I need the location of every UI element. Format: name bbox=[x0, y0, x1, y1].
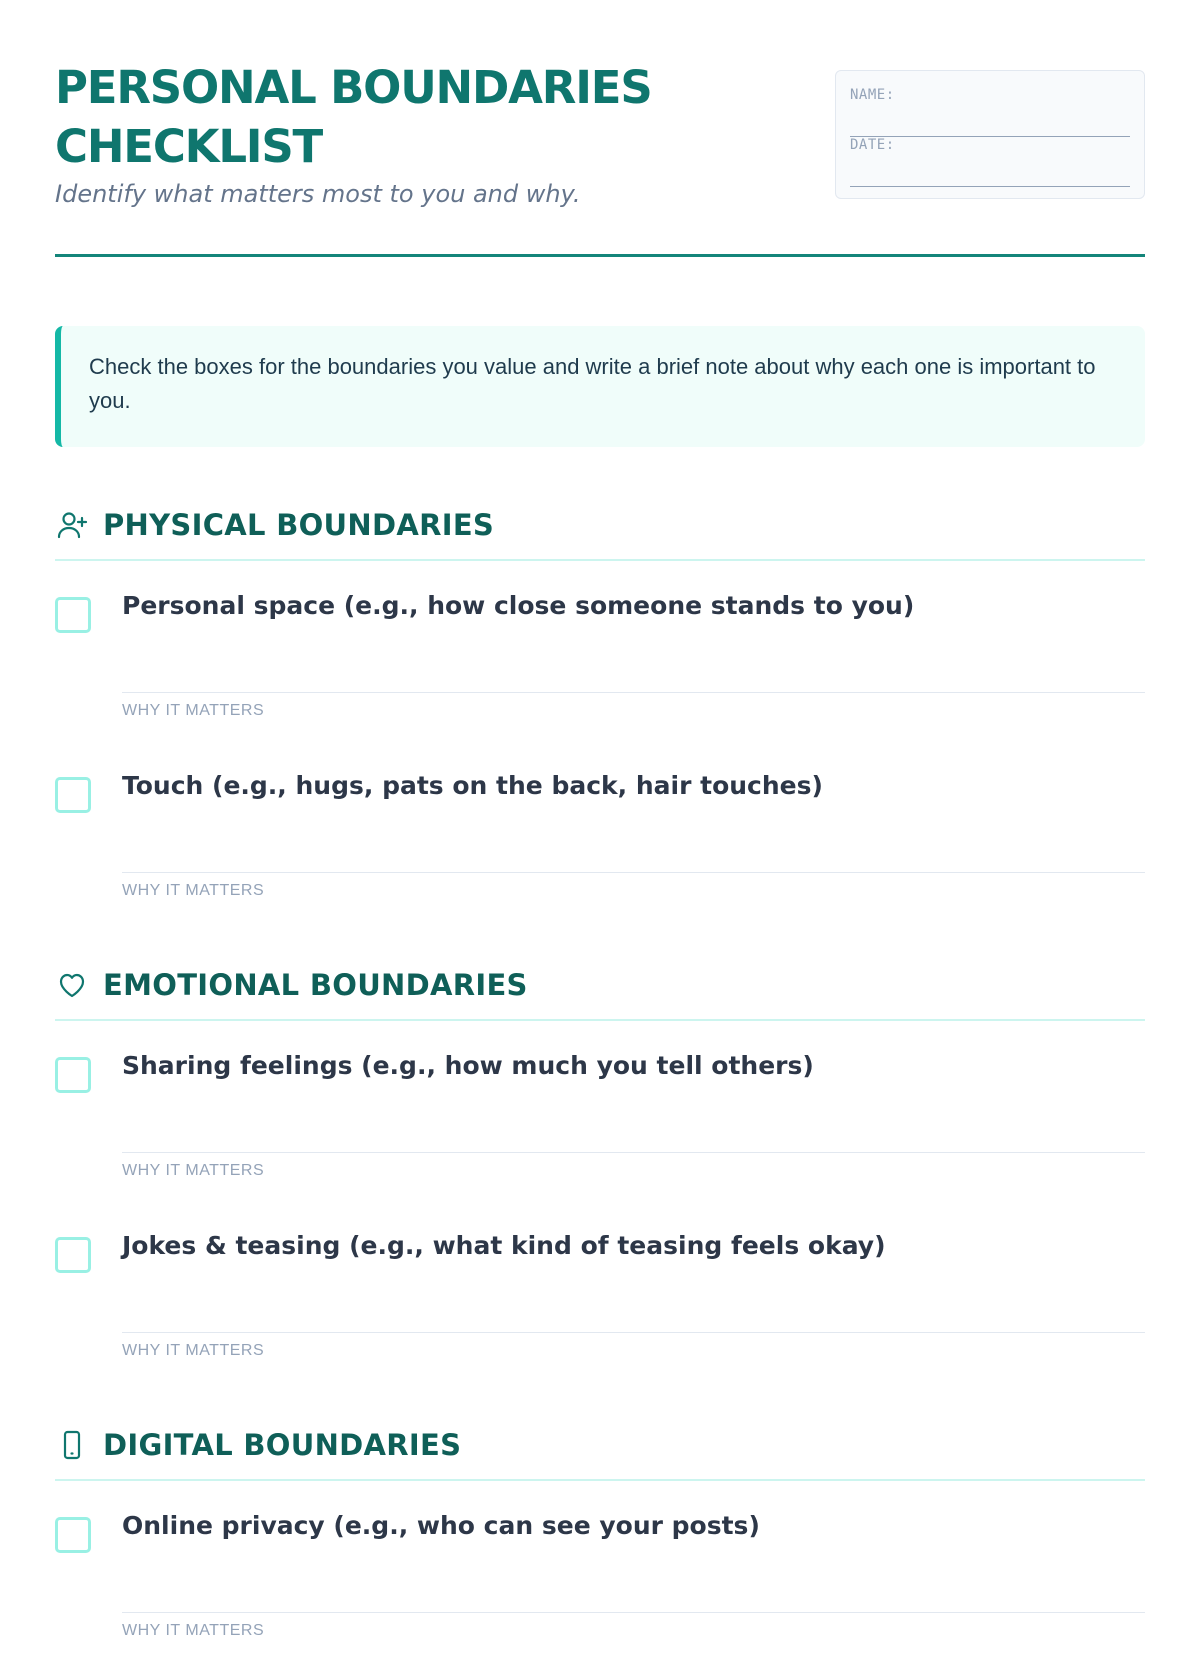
instructions-callout: Check the boxes for the boundaries you value and write a brief note about why each one is important to you. bbox=[55, 326, 1145, 447]
note-line[interactable] bbox=[122, 1612, 1145, 1613]
item-label: Online privacy (e.g., who can see your posts) bbox=[122, 1511, 760, 1540]
list-item bbox=[55, 561, 1145, 741]
section-header bbox=[55, 1423, 1145, 1481]
section-title: DIGITAL BOUNDARIES bbox=[103, 1428, 462, 1462]
header bbox=[55, 0, 1145, 258]
checkbox[interactable] bbox=[55, 1517, 91, 1553]
date-field[interactable] bbox=[850, 137, 1130, 187]
item-label: Touch (e.g., hugs, pats on the back, hair touches) bbox=[122, 771, 823, 800]
list-item bbox=[55, 1201, 1145, 1381]
section-digital bbox=[55, 1423, 1145, 1661]
date-label: DATE: bbox=[850, 137, 895, 153]
page-subtitle: Identify what matters most to you and why. bbox=[55, 180, 581, 208]
why-it-matters-label: WHY IT MATTERS bbox=[122, 882, 265, 899]
section-header bbox=[55, 963, 1145, 1021]
section-emotional bbox=[55, 963, 1145, 1381]
section-title: EMOTIONAL BOUNDARIES bbox=[103, 968, 528, 1002]
name-field[interactable] bbox=[850, 87, 1130, 137]
item-label: Sharing feelings (e.g., how much you tell others) bbox=[122, 1051, 814, 1080]
checkbox[interactable] bbox=[55, 1237, 91, 1273]
section-title: PHYSICAL BOUNDARIES bbox=[103, 508, 495, 542]
list-item bbox=[55, 1481, 1145, 1661]
checkbox[interactable] bbox=[55, 777, 91, 813]
section-physical bbox=[55, 503, 1145, 921]
list-item bbox=[55, 741, 1145, 921]
note-line[interactable] bbox=[122, 872, 1145, 873]
why-it-matters-label: WHY IT MATTERS bbox=[122, 1622, 265, 1639]
checkbox[interactable] bbox=[55, 597, 91, 633]
item-label: Personal space (e.g., how close someone stands to you) bbox=[122, 591, 915, 620]
note-line[interactable] bbox=[122, 1152, 1145, 1153]
section-header bbox=[55, 503, 1145, 561]
header-divider bbox=[55, 254, 1145, 257]
user-plus-icon bbox=[55, 508, 89, 542]
note-line[interactable] bbox=[122, 692, 1145, 693]
why-it-matters-label: WHY IT MATTERS bbox=[122, 1162, 265, 1179]
name-date-box bbox=[835, 70, 1145, 199]
heart-icon bbox=[55, 968, 89, 1002]
why-it-matters-label: WHY IT MATTERS bbox=[122, 702, 265, 719]
name-label: NAME: bbox=[850, 87, 895, 103]
why-it-matters-label: WHY IT MATTERS bbox=[122, 1342, 265, 1359]
list-item bbox=[55, 1021, 1145, 1201]
note-line[interactable] bbox=[122, 1332, 1145, 1333]
page-title: PERSONAL BOUNDARIES CHECKLIST bbox=[55, 61, 652, 173]
checkbox[interactable] bbox=[55, 1057, 91, 1093]
phone-icon bbox=[55, 1428, 89, 1462]
item-label: Jokes & teasing (e.g., what kind of teasing feels okay) bbox=[122, 1231, 886, 1260]
